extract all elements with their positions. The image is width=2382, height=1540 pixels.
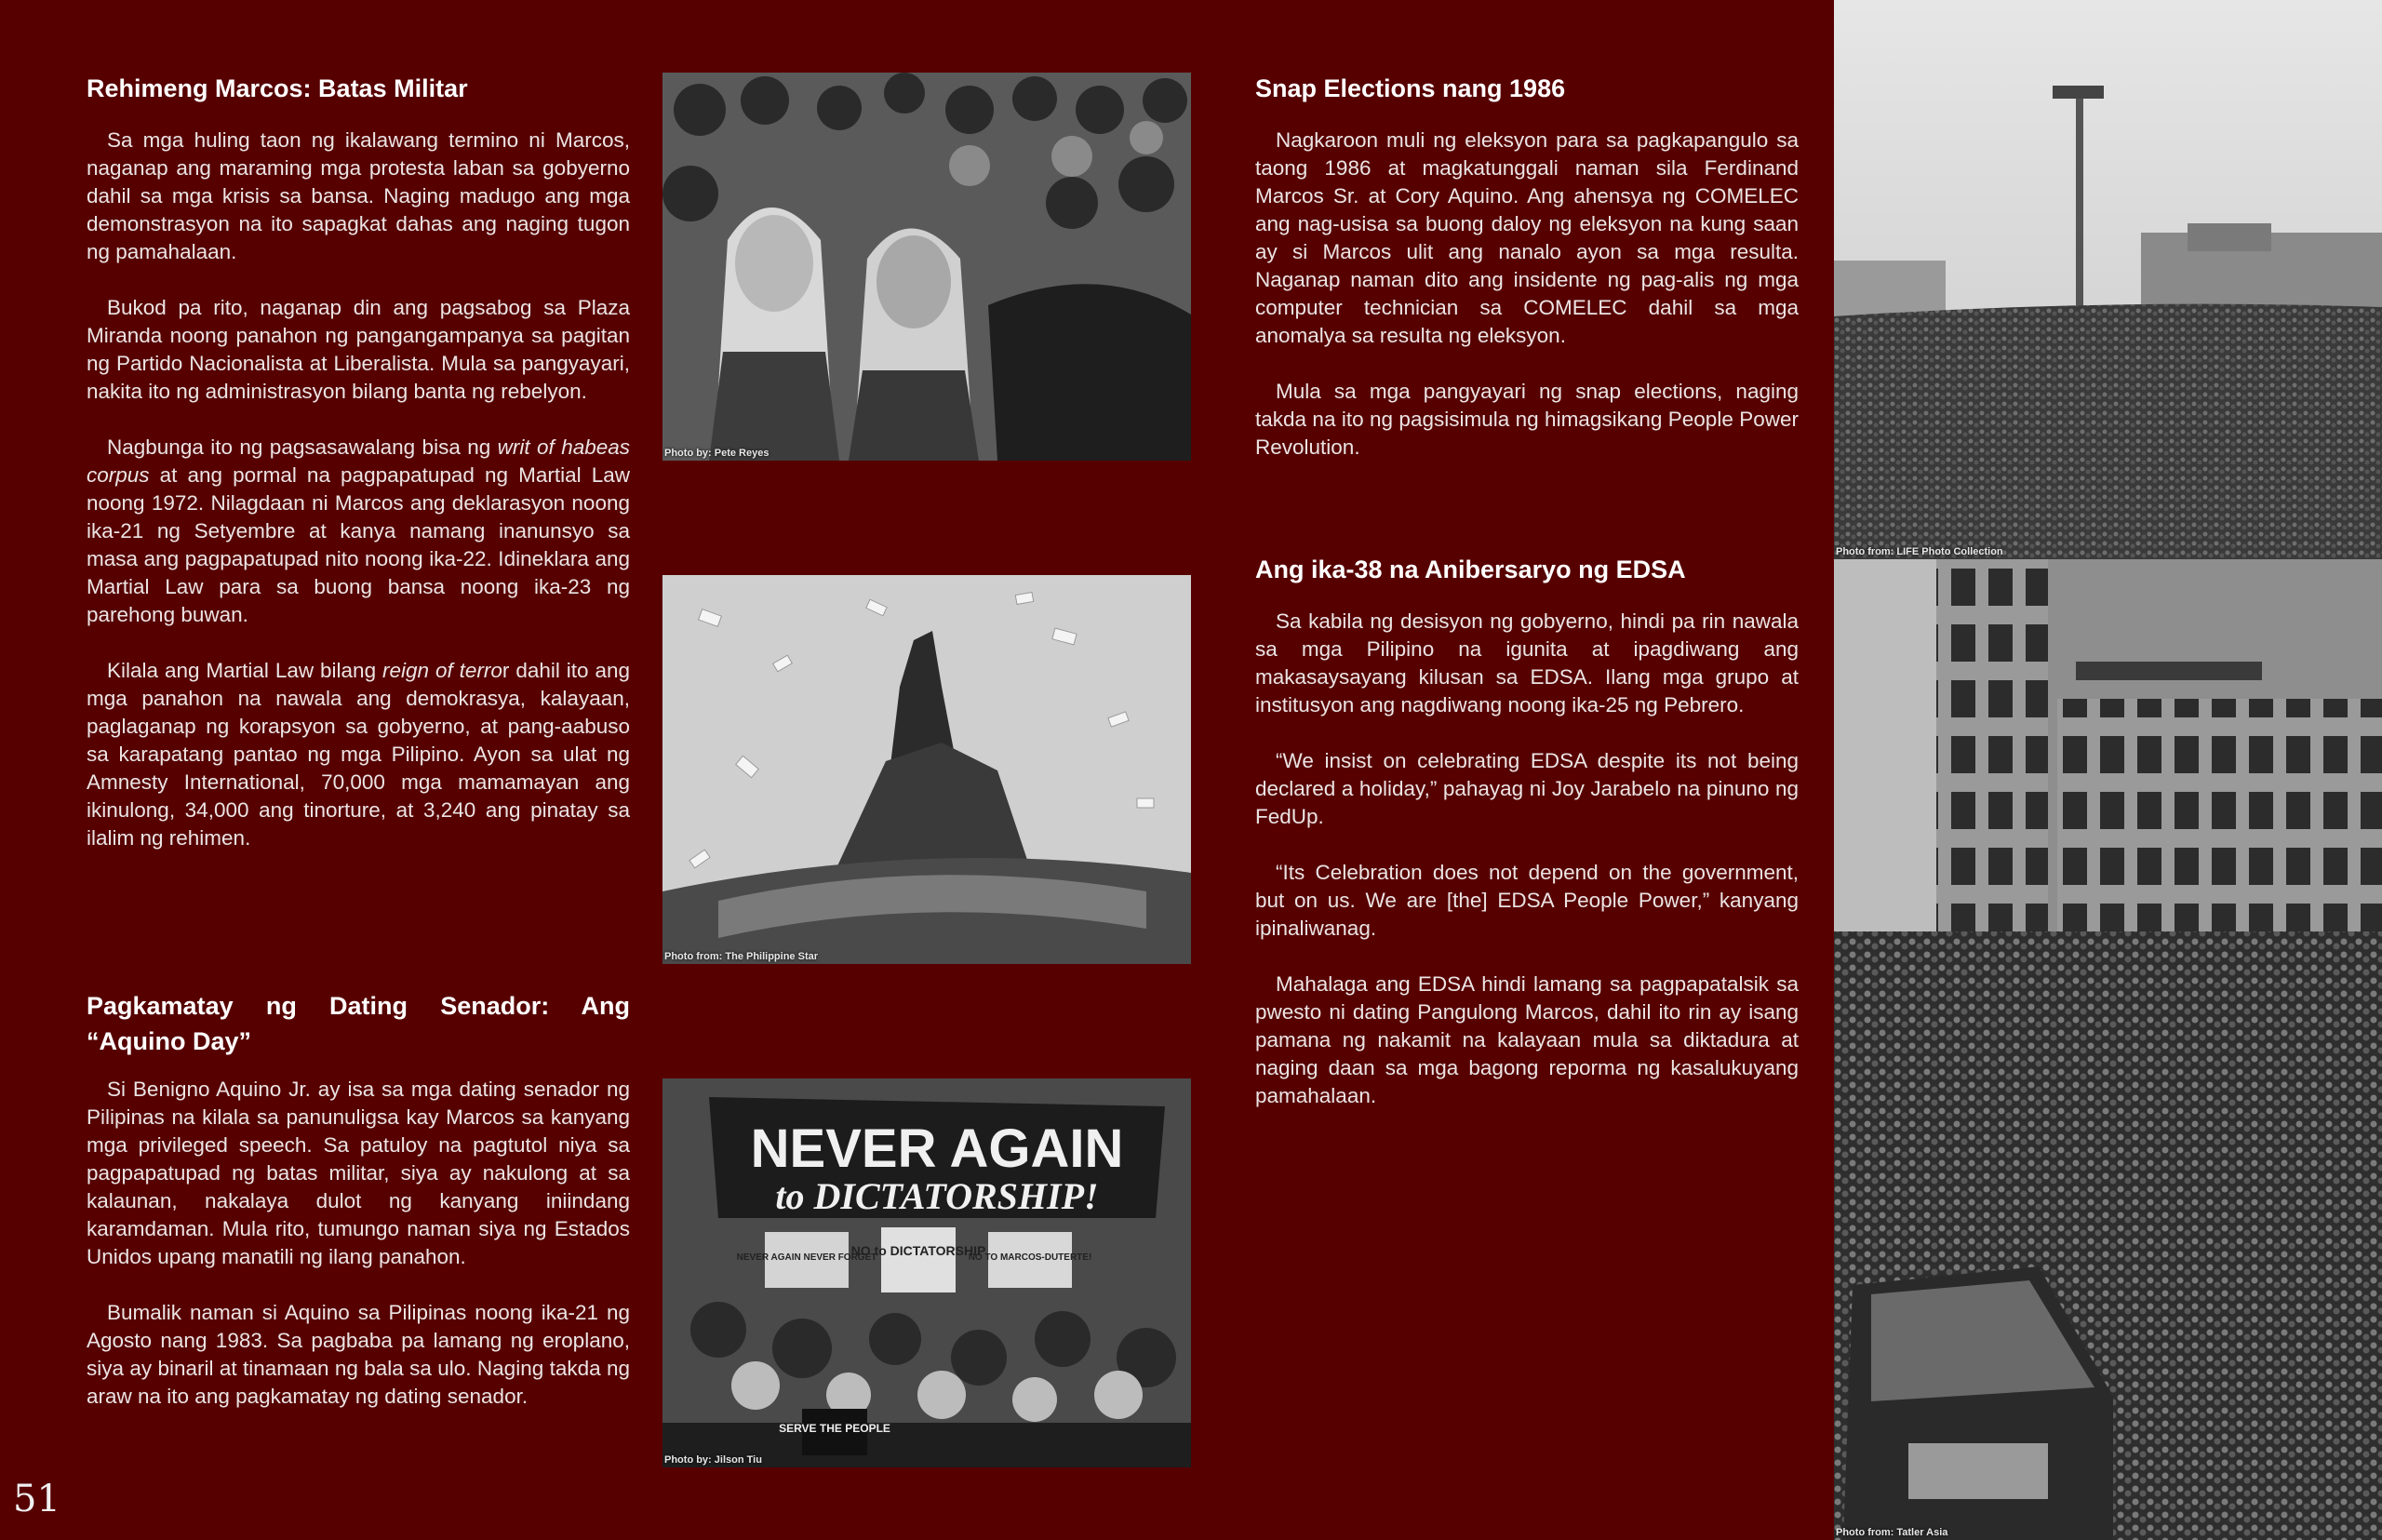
paragraph: “Its Celebration does not depend on the government, but on us. We are [the] EDSA People Power,” kanyang ipinaliwanag.	[1255, 861, 1799, 940]
section-title-aquino-day: Pagkamatay ng Dating Senador: Ang “Aquino Day”	[87, 992, 630, 1055]
column-left-lower	[87, 988, 630, 1411]
page-number: 51	[13, 1478, 60, 1520]
photo-credit: Photo from: Tatler Asia	[1836, 1527, 1948, 1538]
banner-line2: to DICTATORSHIP!	[775, 1175, 1099, 1217]
paragraph: Sa mga huling taon ng ikalawang termino ni Marcos, naganap ang maraming mga protesta laban sa gobyerno dahil sa mga krisis sa bansa. Naging madugo ang mga demonstrasyon na ito sapagkat dahas ang naging tugon ng pamahalaan.	[87, 128, 630, 263]
photo-credit: Photo from: LIFE Photo Collection	[1836, 546, 2003, 557]
paragraph: Nagbunga ito ng pagsasawalang bisa ng writ of habeas corpus at ang pormal na pagpapatupad ng Martial Law noong 1972. Nilagdaan ni Marcos ang deklarasyon noong ika-21 ng Setyembre at kanya namang inanunsyo sa masa ang pagpapatupad nito noong ika-22. Idineklara ang Martial Law para sa buong bansa noong ika-23 ng parehong buwan.	[87, 435, 631, 626]
photo-never-again-rally	[662, 1078, 1191, 1467]
sign-never-forget: NEVER AGAIN NEVER FORGET	[736, 1252, 877, 1263]
photo-edsa-monument-image	[662, 575, 1191, 964]
column-left	[87, 71, 630, 852]
photo-edsa-street-crowd	[1834, 559, 2382, 1540]
photo-never-again-rally-image	[662, 1078, 1191, 1467]
photo-edsa-crowd-aerial	[1834, 0, 2382, 559]
section-title-snap-elections: Snap Elections nang 1986	[1255, 74, 1566, 102]
photo-credit: Photo by: Jilson Tiu	[664, 1454, 762, 1466]
paragraph: Bukod pa rito, naganap din ang pagsabog sa Plaza Miranda noong panahon ng pangangampanya sa pagitan ng Partido Nacionalista at Liberalista. Mula sa pangyayari, nakita ito ng administrasyon bilang banta ng rebelyon.	[87, 296, 630, 403]
photo-edsa-crowd-aerial-image	[1834, 0, 2382, 559]
photo-protest-nuns	[662, 73, 1191, 461]
photo-protest-nuns-image	[662, 73, 1191, 461]
section-title-batas-militar: Rehimeng Marcos: Batas Militar	[87, 74, 468, 102]
banner-line1: NEVER AGAIN	[750, 1118, 1124, 1179]
paragraph: Nagkaroon muli ng eleksyon para sa pagkapangulo sa taong 1986 at magkatunggali naman sila Ferdinand Marcos Sr. at Cory Aquino. Ang ahensya ng COMELEC ang nag-usisa sa buong daloy ng eleksyon na kung saan ay si Marcos ulit ang nanalo ayon sa mga resulta. Naganap naman dito ang insidente ng pag-alis ng mga computer technician sa COMELEC dahil sa mga anomalya sa resulta ng eleksyon.	[1255, 128, 1799, 347]
paragraph: Mula sa mga pangyayari ng snap elections, naging takda na ito ng pagsisimula ng himagsikang People Power Revolution.	[1255, 380, 1799, 459]
sign-serve-people: SERVE THE PEOPLE	[779, 1422, 890, 1435]
paragraph: “We insist on celebrating EDSA despite its not being declared a holiday,” pahayag ni Joy Jarabelo na pinuno ng FedUp.	[1255, 749, 1799, 828]
section-title-edsa-anniversary: Ang ika-38 na Anibersaryo ng EDSA	[1255, 556, 1686, 583]
photo-edsa-street-crowd-image	[1834, 559, 2382, 1540]
photo-credit: Photo by: Pete Reyes	[664, 448, 769, 459]
paragraph: Bumalik naman si Aquino sa Pilipinas noong ika-21 ng Agosto nang 1983. Sa pagbaba pa lamang ng eroplano, siya ay binaril at tinamaan ng bala sa ulo. Naging takda ng araw na ito ang pagkamatay ng dating senador.	[87, 1301, 630, 1408]
paragraph: Mahalaga ang EDSA hindi lamang sa pagpapatalsik sa pwesto ni dating Pangulong Marcos, dahil ito rin ay isang pamana ng nakamit na kalayaan mula sa diktadura at naging daan sa mga bagong reporma ng kasalukuyang pamahalaan.	[1255, 972, 1799, 1107]
paragraph: Si Benigno Aquino Jr. ay isa sa mga dating senador ng Pilipinas na kilala sa panunuligsa kay Marcos sa kanyang mga privileged speech. Sa patuloy na pagtutol niya sa pagpapatupad ng batas militar, siya ay nakulong at sa kalaunan, nakalaya dulot ng kanyang iniindang karamdaman. Mula rito, tumungo naman siya ng Estados Unidos upang manatili ng ilang panahon.	[87, 1078, 630, 1268]
paragraph: Sa kabila ng desisyon ng gobyerno, hindi pa rin nawala sa mga Pilipino na igunita at ipagdiwang ang makasaysayang kilusan sa EDSA. Ilang mga grupo at institusyon ang nagdiwang noong ika-25 ng Pebrero.	[1255, 609, 1799, 716]
sign-no-dictatorship: NO to DICTATORSHIP	[850, 1243, 986, 1258]
column-right-lower	[1255, 552, 1799, 1110]
sign-no-marcos: NO TO MARCOS-DUTERTE!	[968, 1252, 1092, 1263]
paragraph: Kilala ang Martial Law bilang reign of terror dahil ito ang mga panahon na nawala ang demokrasya, kalayaan, paglaganap ng korapsyon sa gobyerno, at pang-aabuso sa karapatang pantao ng mga Pilipino. Ayon sa ulat ng Amnesty International, 70,000 mga mamamayan ang ikinulong, 34,000 ang tinorture, at 3,240 ang pinatay sa ilalim ng rehimen.	[87, 659, 631, 850]
column-right	[1255, 71, 1799, 462]
photo-edsa-monument	[662, 575, 1191, 964]
photo-credit: Photo from: The Philippine Star	[664, 951, 818, 962]
